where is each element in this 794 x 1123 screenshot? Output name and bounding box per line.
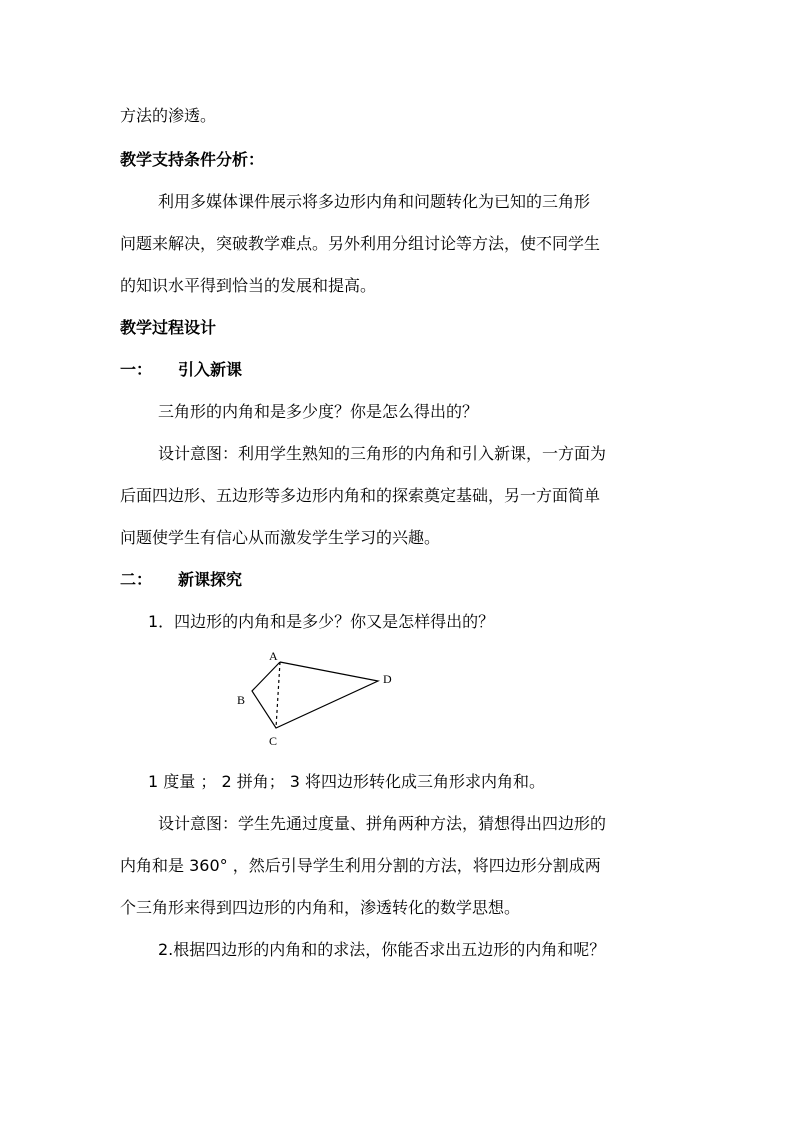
paragraph-line: 后面四边形、五边形等多边形内角和的探索奠定基础，另一方面简单 xyxy=(120,486,601,505)
section-title-1: 引入新课 xyxy=(178,360,243,379)
paragraph-line: 问题使学生有信心从而激发学生学习的兴趣。 xyxy=(120,528,441,547)
paragraph-line: 个三角形来得到四边形的内角和，渗透转化的数学思想。 xyxy=(120,898,521,917)
question-line: 2.根据四边形的内角和的求法，你能否求出五边形的内角和呢？ xyxy=(158,940,606,959)
paragraph-line: 设计意图：学生先通过度量、拼角两种方法，猜想得出四边形的 xyxy=(158,814,607,833)
section-number-2: 二： xyxy=(120,570,153,589)
paragraph-line: 问题来解决，突破教学难点。另外利用分组讨论等方法，使不同学生 xyxy=(120,234,601,253)
methods-line: 1 度量 ； 2 拼角； 3 将四边形转化成三角形求内角和。 xyxy=(148,772,546,791)
vertex-label-a: A xyxy=(269,649,278,663)
quadrilateral-outline xyxy=(252,662,378,728)
section-heading-process: 教学过程设计 xyxy=(120,318,217,337)
vertex-label-b: B xyxy=(237,693,246,707)
quadrilateral-diagram xyxy=(228,645,408,755)
vertex-label-c: C xyxy=(269,734,278,748)
paragraph-line: 方法的渗透。 xyxy=(120,106,217,125)
question-line: 1．四边形的内角和是多少？你又是怎样得出的？ xyxy=(148,612,495,631)
section-heading-support: 教学支持条件分析： xyxy=(120,150,265,169)
vertex-label-d: D xyxy=(383,672,392,686)
question-line: 三角形的内角和是多少度？你是怎么得出的？ xyxy=(158,402,479,421)
paragraph-line: 的知识水平得到恰当的发展和提高。 xyxy=(120,276,377,295)
paragraph-line: 利用多媒体课件展示将多边形内角和问题转化为已知的三角形 xyxy=(158,192,591,211)
section-title-2: 新课探究 xyxy=(178,570,243,589)
section-number-1: 一： xyxy=(120,360,153,379)
diagonal-ac xyxy=(276,662,280,728)
paragraph-line: 内角和是 360° ，然后引导学生利用分割的方法，将四边形分割成两 xyxy=(120,856,601,875)
paragraph-line: 设计意图：利用学生熟知的三角形的内角和引入新课，一方面为 xyxy=(158,444,607,463)
